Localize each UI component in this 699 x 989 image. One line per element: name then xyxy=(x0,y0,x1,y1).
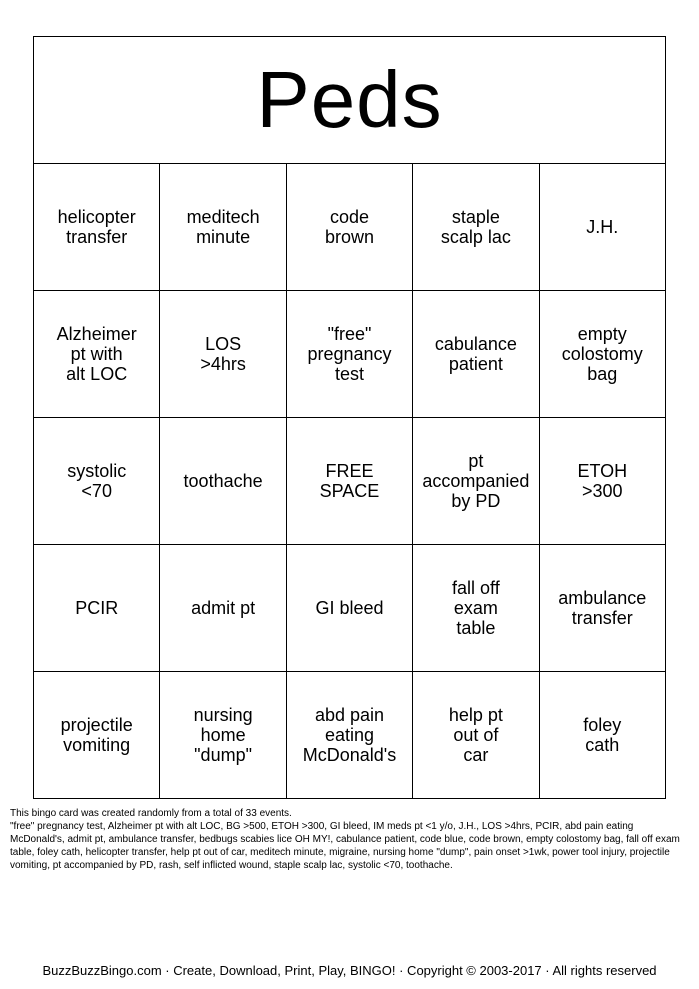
card-title: Peds xyxy=(256,55,443,144)
bingo-row xyxy=(34,545,666,672)
bingo-cell-label: LOS >4hrs xyxy=(200,334,246,374)
bingo-cell xyxy=(413,291,539,418)
bingo-cell xyxy=(539,164,665,291)
bingo-cell-label: ETOH >300 xyxy=(577,461,628,501)
bingo-cell-label: nursing home "dump" xyxy=(193,705,253,765)
bingo-cell-label: toothache xyxy=(183,471,263,491)
bingo-cell xyxy=(286,545,412,672)
bingo-cell-label: meditech minute xyxy=(186,207,260,247)
bingo-cell xyxy=(539,291,665,418)
bingo-cell-label: "free" pregnancy test xyxy=(307,324,392,384)
bingo-cell-label: J.H. xyxy=(586,217,619,237)
bingo-cell-label: code brown xyxy=(324,207,374,247)
bingo-cell xyxy=(286,672,412,799)
bingo-cell-label: Alzheimer pt with alt LOC xyxy=(56,324,137,384)
bingo-cell-label: cabulance patient xyxy=(434,334,517,374)
bingo-cell xyxy=(286,164,412,291)
bingo-cell-label: pt accompanied by PD xyxy=(422,451,530,511)
bingo-cell xyxy=(34,672,160,799)
bingo-cell xyxy=(160,291,286,418)
bingo-cell-label: PCIR xyxy=(75,598,119,618)
bingo-cell-label: help pt out of car xyxy=(448,705,503,765)
bingo-cell-label: empty colostomy bag xyxy=(561,324,643,384)
bingo-cell xyxy=(34,545,160,672)
card-info-summary: This bingo card was created randomly from a total of 33 events. xyxy=(10,808,292,819)
bingo-cell xyxy=(539,418,665,545)
footer xyxy=(0,963,699,979)
bingo-row xyxy=(34,164,666,291)
card-info-event-list: "free" pregnancy test, Alzheimer pt with alt LOC, BG >500, ETOH >300, GI bleed, IM meds pt <1 y/o, J.H., LOS >4hrs, PCIR, abd pain eating McDonald's, admit pt, ambulance transfer, bedbugs scabies lice OH MY!, cabulance patient, code blue, code brown, empty colostomy bag, fall off exam table, foley cath, helicopter transfer, help pt out of car, meditech minute, migraine, nursing home "dump", pain onset >1wk, power tool injury, projectile vomiting, pt accompanied by PD, rash, self inflicted wound, staple scalp lac, systolic <70, toothache. xyxy=(10,821,680,871)
bingo-cell-label: fall off exam table xyxy=(452,578,500,638)
bingo-cell xyxy=(160,164,286,291)
bingo-cell xyxy=(413,545,539,672)
footer-text: BuzzBuzzBingo.com · Create, Download, Print, Play, BINGO! · Copyright © 2003-2017 · All rights reserved xyxy=(42,963,657,978)
bingo-cell xyxy=(413,164,539,291)
bingo-row xyxy=(34,672,666,799)
bingo-cell xyxy=(160,672,286,799)
title-cell xyxy=(34,37,666,164)
bingo-cell xyxy=(160,418,286,545)
bingo-cell-label: staple scalp lac xyxy=(440,207,511,247)
title-row xyxy=(34,37,666,164)
bingo-cell-label: admit pt xyxy=(191,598,256,618)
bingo-cell xyxy=(34,291,160,418)
bingo-cell-label: projectile vomiting xyxy=(60,715,133,755)
bingo-cell-label: abd pain eating McDonald's xyxy=(302,705,397,765)
bingo-cell-label: foley cath xyxy=(583,715,622,755)
bingo-cell-label: GI bleed xyxy=(315,598,384,618)
bingo-row xyxy=(34,418,666,545)
bingo-cell xyxy=(539,545,665,672)
bingo-cell xyxy=(34,164,160,291)
bingo-cell xyxy=(413,672,539,799)
free-space-label: FREE SPACE xyxy=(319,461,380,501)
bingo-cell-label: systolic <70 xyxy=(67,461,127,501)
bingo-cell xyxy=(413,418,539,545)
bingo-cell xyxy=(34,418,160,545)
bingo-cell xyxy=(539,672,665,799)
bingo-cell-label: helicopter transfer xyxy=(57,207,136,247)
bingo-card xyxy=(33,36,666,799)
free-space-cell xyxy=(286,418,412,545)
bingo-cell xyxy=(160,545,286,672)
bingo-cell-label: ambulance transfer xyxy=(558,588,647,628)
bingo-row xyxy=(34,291,666,418)
bingo-cell xyxy=(286,291,412,418)
card-info xyxy=(10,807,690,872)
